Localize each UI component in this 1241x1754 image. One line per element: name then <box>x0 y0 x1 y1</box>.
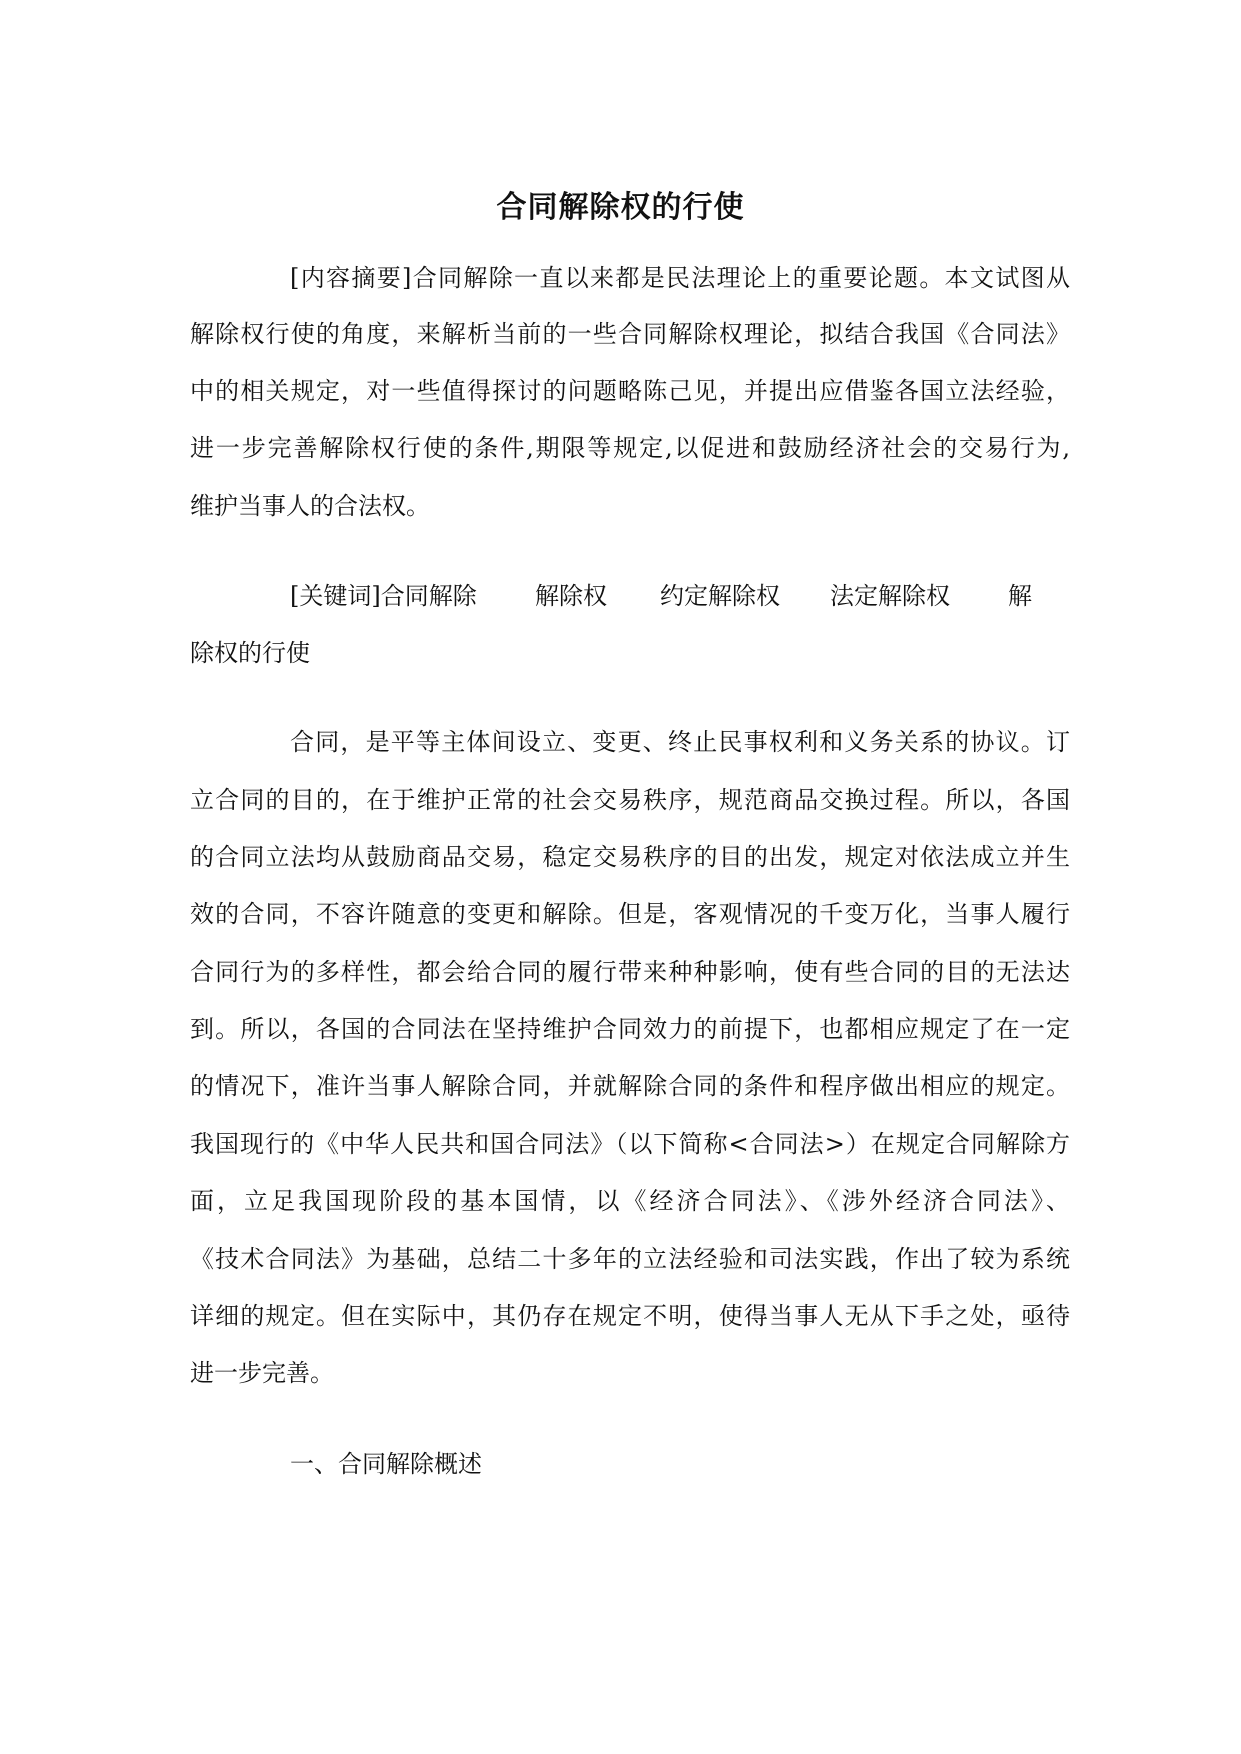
body-line: 到。所以，各国的合同法在坚持维护合同效力的前提下，也都相应规定了在一定 <box>190 1015 1070 1043</box>
abstract-line: 进一步完善解除权行使的条件,期限等规定,以促进和鼓励经济社会的交易行为, <box>190 434 1070 462</box>
abstract-line: [内容摘要]合同解除一直以来都是民法理论上的重要论题。本文试图从 <box>290 264 1070 292</box>
body-line: 立合同的目的，在于维护正常的社会交易秩序，规范商品交换过程。所以，各国 <box>190 786 1070 814</box>
body-line: 合同，是平等主体间设立、变更、终止民事权利和义务关系的协议。订 <box>290 728 1070 756</box>
keyword-item: 约定解除权 <box>660 582 780 610</box>
keywords-label: [关键词]合同解除 <box>290 582 477 610</box>
body-line: 《技术合同法》为基础，总结二十多年的立法经验和司法实践，作出了较为系统 <box>190 1245 1070 1273</box>
body-line: 的情况下，准许当事人解除合同，并就解除合同的条件和程序做出相应的规定。 <box>190 1072 1070 1100</box>
document-title: 合同解除权的行使 <box>496 190 745 225</box>
keyword-item: 解除权 <box>535 582 607 610</box>
body-line: 面，立足我国现阶段的基本国情，以《经济合同法》、《涉外经济合同法》、 <box>190 1187 1070 1215</box>
body-line: 进一步完善。 <box>190 1359 334 1387</box>
body-line: 效的合同，不容许随意的变更和解除。但是，客观情况的千变万化，当事人履行 <box>190 900 1070 928</box>
section-heading: 一、合同解除概述 <box>290 1450 482 1478</box>
body-line: 我国现行的《中华人民共和国合同法》（以下简称<合同法>）在规定合同解除方 <box>190 1130 1070 1158</box>
body-line: 合同行为的多样性，都会给合同的履行带来种种影响，使有些合同的目的无法达 <box>190 958 1070 986</box>
abstract-line: 中的相关规定，对一些值得探讨的问题略陈己见，并提出应借鉴各国立法经验， <box>190 377 1070 405</box>
abstract-line: 解除权行使的角度，来解析当前的一些合同解除权理论，拟结合我国《合同法》 <box>190 320 1070 348</box>
body-line: 的合同立法均从鼓励商品交易，稳定交易秩序的目的出发，规定对依法成立并生 <box>190 843 1070 871</box>
body-line: 详细的规定。但在实际中，其仍存在规定不明，使得当事人无从下手之处，亟待 <box>190 1302 1070 1330</box>
keyword-item: 解 <box>1008 582 1032 610</box>
abstract-line: 维护当事人的合法权。 <box>190 492 430 520</box>
keywords-continuation: 除权的行使 <box>190 639 310 667</box>
keyword-item: 法定解除权 <box>830 582 950 610</box>
